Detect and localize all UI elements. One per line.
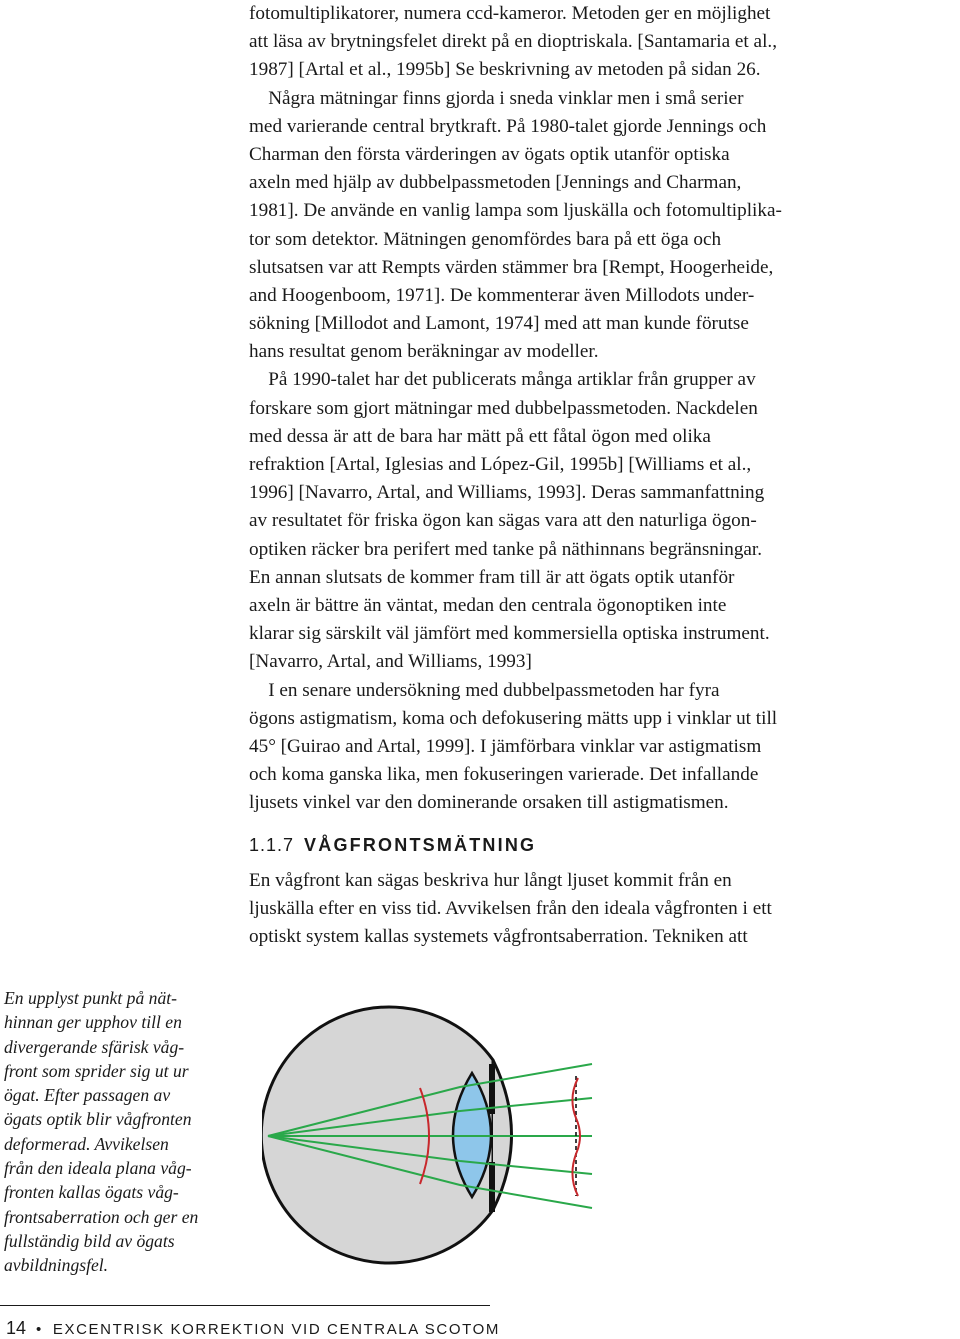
text-line: and Hoogenboom, 1971]. De kommenterar även Millodots under- [249,284,755,306]
section-text [249,867,815,952]
text-line: ljuskälla efter en viss tid. Avvikelsen från den ideala vågfronten i ett [249,898,772,920]
text-line: 1996] [Navarro, Artal, and Williams, 1993]. Deras sammanfattning [249,482,765,504]
section-heading [249,835,536,856]
text-line: forskare som gjort mätningar med dubbelpassmetoden. Nackdelen [249,397,758,419]
footer-rule [0,1305,490,1306]
text-line: sökning [Millodot and Lamont, 1974] med att man kunde förutse [249,313,749,335]
text-line: fotomultiplikatorer, numera ccd-kameror. Metoden ger en möjlighet [249,3,771,24]
footer-separator: • [36,1321,43,1338]
text-line: ögons astigmatism, koma och defokusering mätts upp i vinklar ut till [249,707,778,729]
text-line: klarar sig särskilt väl jämfört med kommersiella optiska instrument. [249,623,770,645]
text-line: Charman den första värderingen av ögats optik utanför optiska [249,143,730,165]
text-line: refraktion [Artal, Iglesias and López-Gil, 1995b] [Williams et al., [249,454,752,475]
page-footer [6,1318,500,1339]
page-number: 14 [6,1318,27,1338]
caption-line: divergerande sfärisk våg- [4,1036,185,1057]
text-line: hans resultat genom beräkningar av modeller. [249,341,599,363]
caption-line: En upplyst punkt på nät- [4,988,177,1008]
caption-line: avbildningsfel. [4,1255,109,1276]
caption-line: hinnan ger upphov till en [4,1012,182,1033]
iris-lower [489,1162,495,1212]
body-text [249,0,815,817]
caption-line: fronten kallas ögats våg- [4,1182,179,1203]
text-line: axeln med hjälp av dubbelpassmetoden [Jennings and Charman, [249,172,742,194]
running-title: EXCENTRISK KORREKTION VID CENTRALA SCOTOM [52,1321,500,1338]
eye-wavefront-diagram [262,1000,602,1290]
caption-line: fullständig bild av ögats [4,1230,175,1251]
text-line: 1987] [Artal et al., 1995b] Se beskrivning av metoden på sidan 26. [249,59,761,81]
text-line: av resultatet för friska ögon kan sägas vara att den naturliga ögon- [249,510,757,532]
text-line: ljusets vinkel var den dominerande orsaken till astigmatismen. [249,792,729,814]
text-line: I en senare undersökning med dubbelpassmetoden har fyra [249,679,720,701]
text-line: En vågfront kan sägas beskriva hur långt ljuset kommit från en [249,870,732,891]
caption-line: frontsaberration och ger en [4,1206,199,1227]
text-line: [Navarro, Artal, and Williams, 1993] [249,651,532,673]
text-line: optiskt system kallas systemets vågfrontsaberration. Tekniken att [249,926,748,948]
figure-caption [4,986,224,1278]
iris-upper [489,1064,495,1114]
section-number: 1.1.7 [249,835,295,855]
text-line: optiken räcker bra perifert med tanke på näthinnans begränsningar. [249,538,763,560]
section-title: VÅGFRONTSMÄTNING [304,835,537,855]
caption-line: ögat. Efter passagen av [4,1085,171,1106]
text-line: att läsa av brytningsfelet direkt på en dioptriskala. [Santamaria et al., [249,31,778,53]
text-line: slutsatsen var att Rempts värden stämmer bra [Rempt, Hoogerheide, [249,256,774,278]
text-line: och koma ganska lika, men fokuseringen varierade. Det infallande [249,764,759,786]
text-line: axeln är bättre än väntat, medan den centrala ögonoptiken inte [249,594,727,616]
text-line: 1981]. De använde en vanlig lampa som ljuskälla och fotomultiplika- [249,200,782,222]
text-line: med varierande central brytkraft. På 1980-talet gjorde Jennings och [249,115,767,137]
caption-line: ögats optik blir vågfronten [4,1109,192,1130]
text-line: 45° [Guirao and Artal, 1999]. I jämförbara vinklar var astigmatism [249,735,762,757]
text-line: tor som detektor. Mätningen genomfördes bara på ett öga och [249,228,722,250]
text-line: med dessa är att de bara har mätt på ett fåtal ögon med olika [249,425,711,447]
caption-line: front som sprider sig ut ur [4,1060,189,1081]
caption-line: från den ideala plana våg- [4,1158,192,1179]
text-line: På 1990-talet har det publicerats många artiklar från grupper av [249,369,756,391]
text-line: En annan slutsats de kommer fram till är att ögats optik utanför [249,566,735,588]
caption-line: deformerad. Avvikelsen [4,1133,169,1154]
text-line: Några mätningar finns gjorda i sneda vinklar men i små serier [249,87,744,109]
